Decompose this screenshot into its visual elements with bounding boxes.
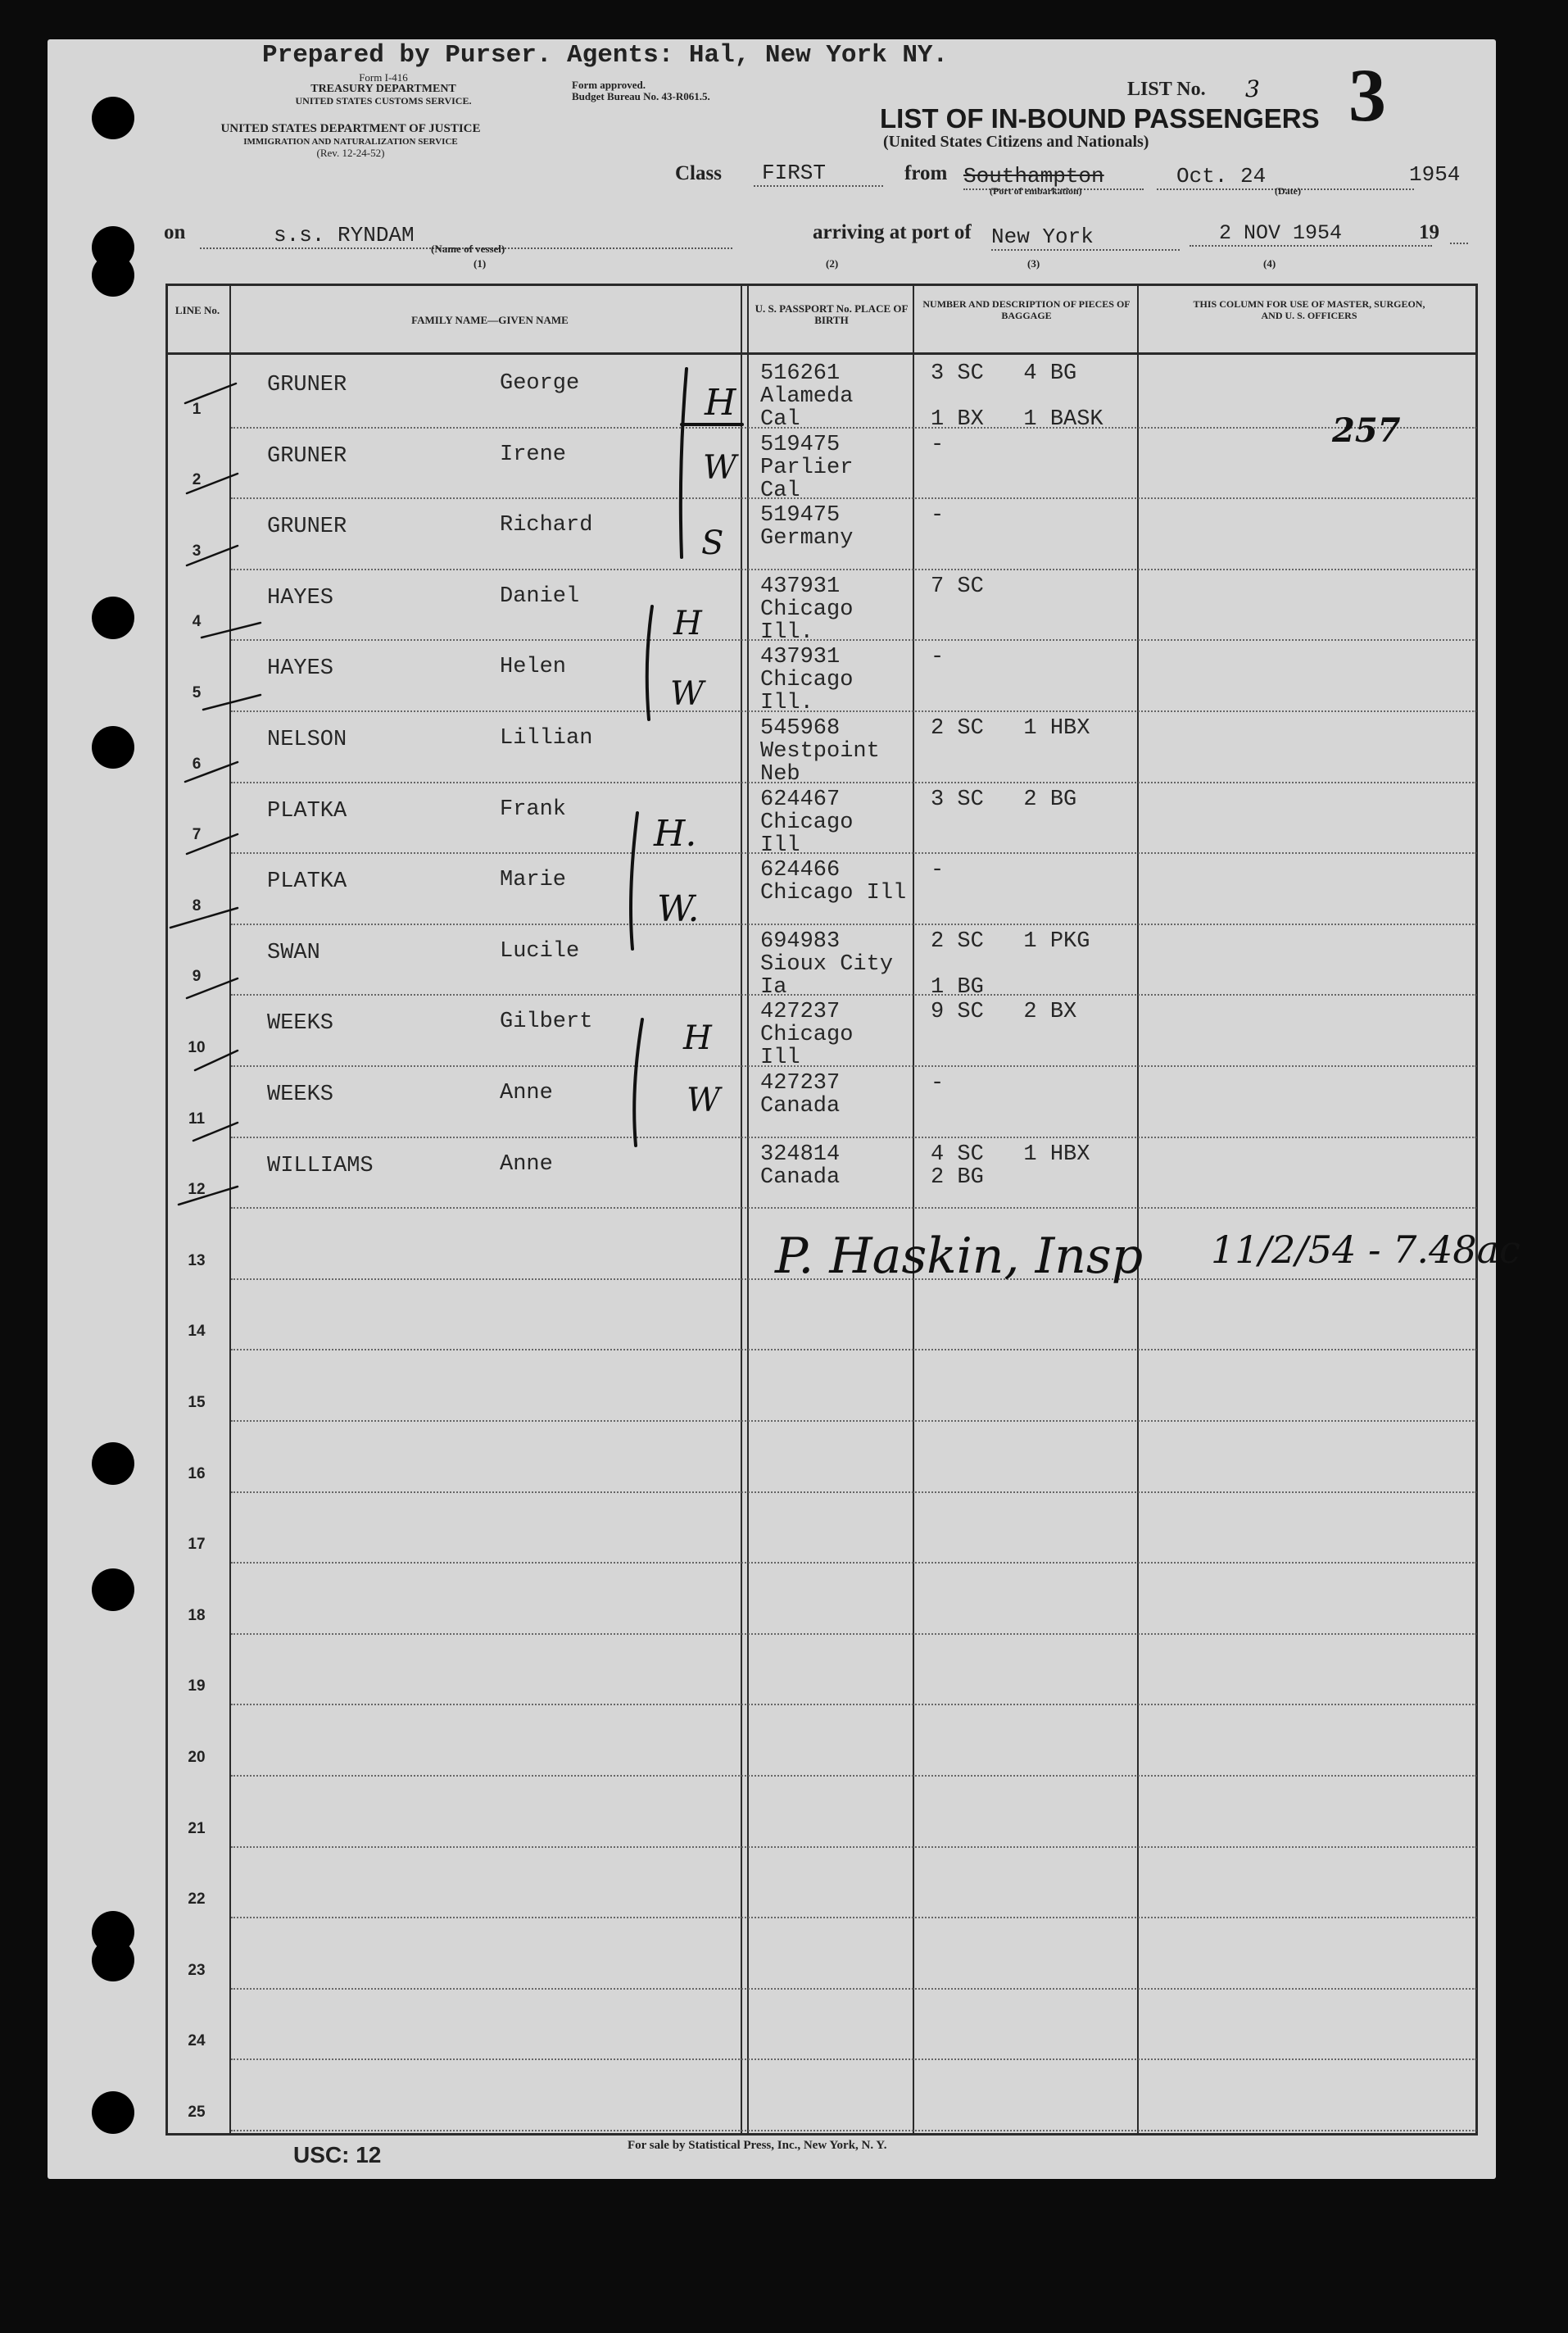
given-name: Gilbert — [500, 1010, 593, 1035]
line-number: 8 — [192, 896, 202, 915]
form-number: Form I-416 — [359, 71, 408, 84]
baggage-description: 4 SC 1 HBX 2 BG — [931, 1142, 1090, 1190]
family-brackets — [48, 39, 1496, 2179]
given-name: Anne — [500, 1151, 553, 1177]
baggage-description: 7 SC — [931, 574, 984, 599]
place-of-birth: Chicago Ill — [760, 1023, 854, 1071]
col-index-4: (4) — [1263, 257, 1276, 270]
binder-hole — [92, 726, 134, 769]
line-number: 4 — [192, 613, 202, 631]
family-name: WILLIAMS — [267, 1153, 374, 1178]
list-no-large: 3 — [1348, 53, 1386, 137]
mark-husband-1: H — [705, 382, 736, 424]
mark-husband-2: H — [673, 605, 702, 642]
given-name: Lucile — [500, 938, 580, 964]
col-head-name: FAMILY NAME—GIVEN NAME — [411, 314, 569, 326]
line-number: 25 — [188, 2104, 206, 2121]
line-number: 11 — [188, 1110, 206, 1128]
line-number: 13 — [188, 1251, 206, 1269]
customs-label: UNITED STATES CUSTOMS SERVICE. — [295, 95, 472, 107]
given-name: Frank — [500, 797, 567, 822]
arrival-stamp-date: 2 NOV 1954 — [1190, 221, 1432, 247]
binder-hole — [92, 1568, 134, 1611]
binder-hole — [92, 97, 134, 139]
line-number: 14 — [188, 1323, 206, 1341]
place-of-birth: Canada — [760, 1094, 841, 1119]
from-label: from — [904, 162, 948, 184]
given-name: Richard — [500, 513, 593, 538]
port-of-embarkation: Southampton — [963, 164, 1144, 190]
inspector-signature: P. Haskin, Insp — [775, 1228, 1144, 1285]
line-number: 21 — [188, 1819, 206, 1837]
passport-number: 694983 — [760, 928, 841, 954]
list-no-label: LIST No. — [1127, 79, 1206, 100]
line-number: 22 — [188, 1890, 206, 1909]
given-name: Irene — [500, 442, 567, 467]
passport-number: 624466 — [760, 858, 841, 883]
mark-wife-1: W — [703, 449, 737, 487]
arrival-port: New York — [991, 225, 1180, 251]
place-of-birth: Parlier Cal — [760, 455, 854, 503]
mark-husband-3: H. — [654, 813, 697, 855]
place-of-birth: Chicago Ill. — [760, 668, 854, 716]
family-name: SWAN — [267, 940, 320, 965]
baggage-description: - — [931, 1071, 945, 1096]
binder-hole — [92, 597, 134, 639]
justice-label: UNITED STATES DEPARTMENT OF JUSTICE — [220, 122, 481, 135]
place-of-birth: Canada — [760, 1164, 841, 1190]
line-number: 1 — [192, 400, 202, 418]
line-number: 17 — [188, 1536, 206, 1554]
inspection-timestamp: 11/2/54 - 7.48ac — [1211, 1228, 1520, 1272]
family-name: HAYES — [267, 656, 334, 682]
embarkation-date: Oct. 24 — [1157, 164, 1414, 190]
col-head-official: THIS COLUMN FOR USE OF MASTER, SURGEON, AND U. S. OFFICERS — [1193, 298, 1425, 321]
line-number: 12 — [188, 1181, 206, 1199]
place-of-birth: Chicago Ill — [760, 810, 854, 858]
line-number: 18 — [188, 1606, 206, 1624]
place-of-birth: Westpoint Neb — [760, 739, 880, 787]
line-number: 20 — [188, 1749, 206, 1766]
baggage-description: 9 SC 2 BX — [931, 1000, 1077, 1025]
place-of-birth: Sioux City Ia — [760, 951, 894, 1000]
form-title: LIST OF IN-BOUND PASSENGERS — [880, 103, 1320, 134]
family-name: GRUNER — [267, 515, 347, 540]
given-name: Marie — [500, 868, 567, 893]
line-number: 15 — [188, 1394, 206, 1411]
year-prefix: 19 — [1419, 221, 1439, 243]
baggage-description: 3 SC 2 BG — [931, 787, 1077, 812]
family-name: HAYES — [267, 585, 334, 610]
baggage-description: 2 SC 1 PKG 1 BG — [931, 928, 1090, 1000]
form-sheet — [48, 39, 1520, 2179]
family-name: WEEKS — [267, 1083, 334, 1107]
passport-number: 437931 — [760, 645, 841, 670]
baggage-description: - — [931, 432, 945, 457]
passport-number: 624467 — [760, 787, 841, 812]
binder-hole — [92, 254, 134, 297]
line-number: 16 — [188, 1464, 206, 1482]
passport-number: 324814 — [760, 1142, 841, 1167]
line-number: 9 — [192, 968, 202, 986]
place-of-birth: Chicago Ill. — [760, 597, 854, 645]
col-head-passport: U. S. PASSPORT No. PLACE OF BIRTH — [755, 302, 909, 326]
form-subtitle: (United States Citizens and Nationals) — [883, 133, 1149, 151]
binder-hole — [92, 1939, 134, 1981]
col-index-1: (1) — [474, 257, 487, 270]
usc-code: USC: 12 — [293, 2142, 382, 2167]
line-number: 5 — [192, 684, 202, 701]
given-name: Lillian — [500, 726, 593, 751]
binder-hole — [92, 1442, 134, 1485]
family-name: PLATKA — [267, 798, 347, 824]
col-index-2: (2) — [826, 257, 839, 270]
family-name: GRUNER — [267, 373, 347, 397]
form-approved: Form approved. — [572, 79, 646, 91]
revision-label: (Rev. 12-24-52) — [316, 147, 385, 159]
col-head-line-no: LINE No. — [174, 304, 220, 316]
baggage-description: - — [931, 503, 945, 529]
line-number: 10 — [188, 1039, 206, 1056]
family-name: GRUNER — [267, 443, 347, 469]
baggage-description: 2 SC 1 HBX — [931, 716, 1090, 741]
vessel-caption: (Name of vessel) — [431, 243, 505, 255]
on-label: on — [164, 221, 186, 243]
line-number: 6 — [192, 755, 202, 773]
passport-number: 427237 — [760, 1071, 841, 1096]
passport-number: 427237 — [760, 1000, 841, 1025]
given-name: Anne — [500, 1081, 553, 1105]
mark-husband-4: H — [683, 1019, 712, 1057]
given-name: Daniel — [500, 583, 580, 609]
date-caption: (Date) — [1275, 185, 1301, 197]
col-index-3: (3) — [1027, 257, 1040, 270]
prepared-by-line: Prepared by Purser. Agents: Hal, New York NY. — [262, 41, 949, 70]
baggage-description: - — [931, 645, 945, 670]
port-caption: (Port of embarkation) — [990, 185, 1082, 197]
line-number: 23 — [188, 1961, 206, 1979]
year-value: 1954 — [1409, 162, 1461, 187]
arriving-label: arriving at port of — [813, 221, 972, 243]
passport-number: 545968 — [760, 716, 841, 741]
given-name: Helen — [500, 655, 567, 680]
mark-wife-4: W — [687, 1082, 721, 1119]
passport-number: 519475 — [760, 503, 841, 529]
place-of-birth: Germany — [760, 526, 854, 551]
line-number: 24 — [188, 2032, 206, 2050]
col-head-baggage: NUMBER AND DESCRIPTION OF PIECES OF BAGGAGE — [922, 298, 1131, 321]
treasury-label: TREASURY DEPARTMENT — [310, 83, 456, 95]
printer-note: For sale by Statistical Press, Inc., New York, N. Y. — [628, 2139, 887, 2152]
line-number: 19 — [188, 1677, 206, 1695]
baggage-description: - — [931, 858, 945, 883]
tally-number: 257 — [1332, 411, 1401, 450]
family-name: WEEKS — [267, 1011, 334, 1037]
class-value: FIRST — [754, 161, 883, 187]
line-number: 2 — [192, 471, 202, 489]
mark-wife-3: W. — [657, 888, 700, 930]
mark-son-1: S — [701, 524, 724, 562]
vessel-name: s.s. RYNDAM — [200, 223, 732, 249]
passport-number: 516261 — [760, 361, 841, 386]
list-no-value: 3 — [1245, 75, 1260, 102]
family-name: PLATKA — [267, 869, 347, 895]
class-label: Class — [675, 162, 722, 184]
line-number: 3 — [192, 542, 202, 560]
mark-wife-2: W — [670, 675, 705, 713]
baggage-description: 3 SC 4 BG 1 BX 1 BASK — [931, 361, 1103, 432]
place-of-birth: Alameda Cal — [760, 384, 854, 432]
budget-bureau: Budget Bureau No. 43-R061.5. — [572, 90, 710, 102]
immigration-label: IMMIGRATION AND NATURALIZATION SERVICE — [243, 137, 458, 147]
given-name: George — [500, 371, 580, 396]
binder-hole — [92, 2091, 134, 2134]
line-number: 7 — [192, 826, 202, 844]
passport-number: 437931 — [760, 574, 841, 599]
place-of-birth: Chicago Ill — [760, 881, 907, 906]
family-name: NELSON — [267, 728, 347, 752]
passport-number: 519475 — [760, 432, 841, 457]
